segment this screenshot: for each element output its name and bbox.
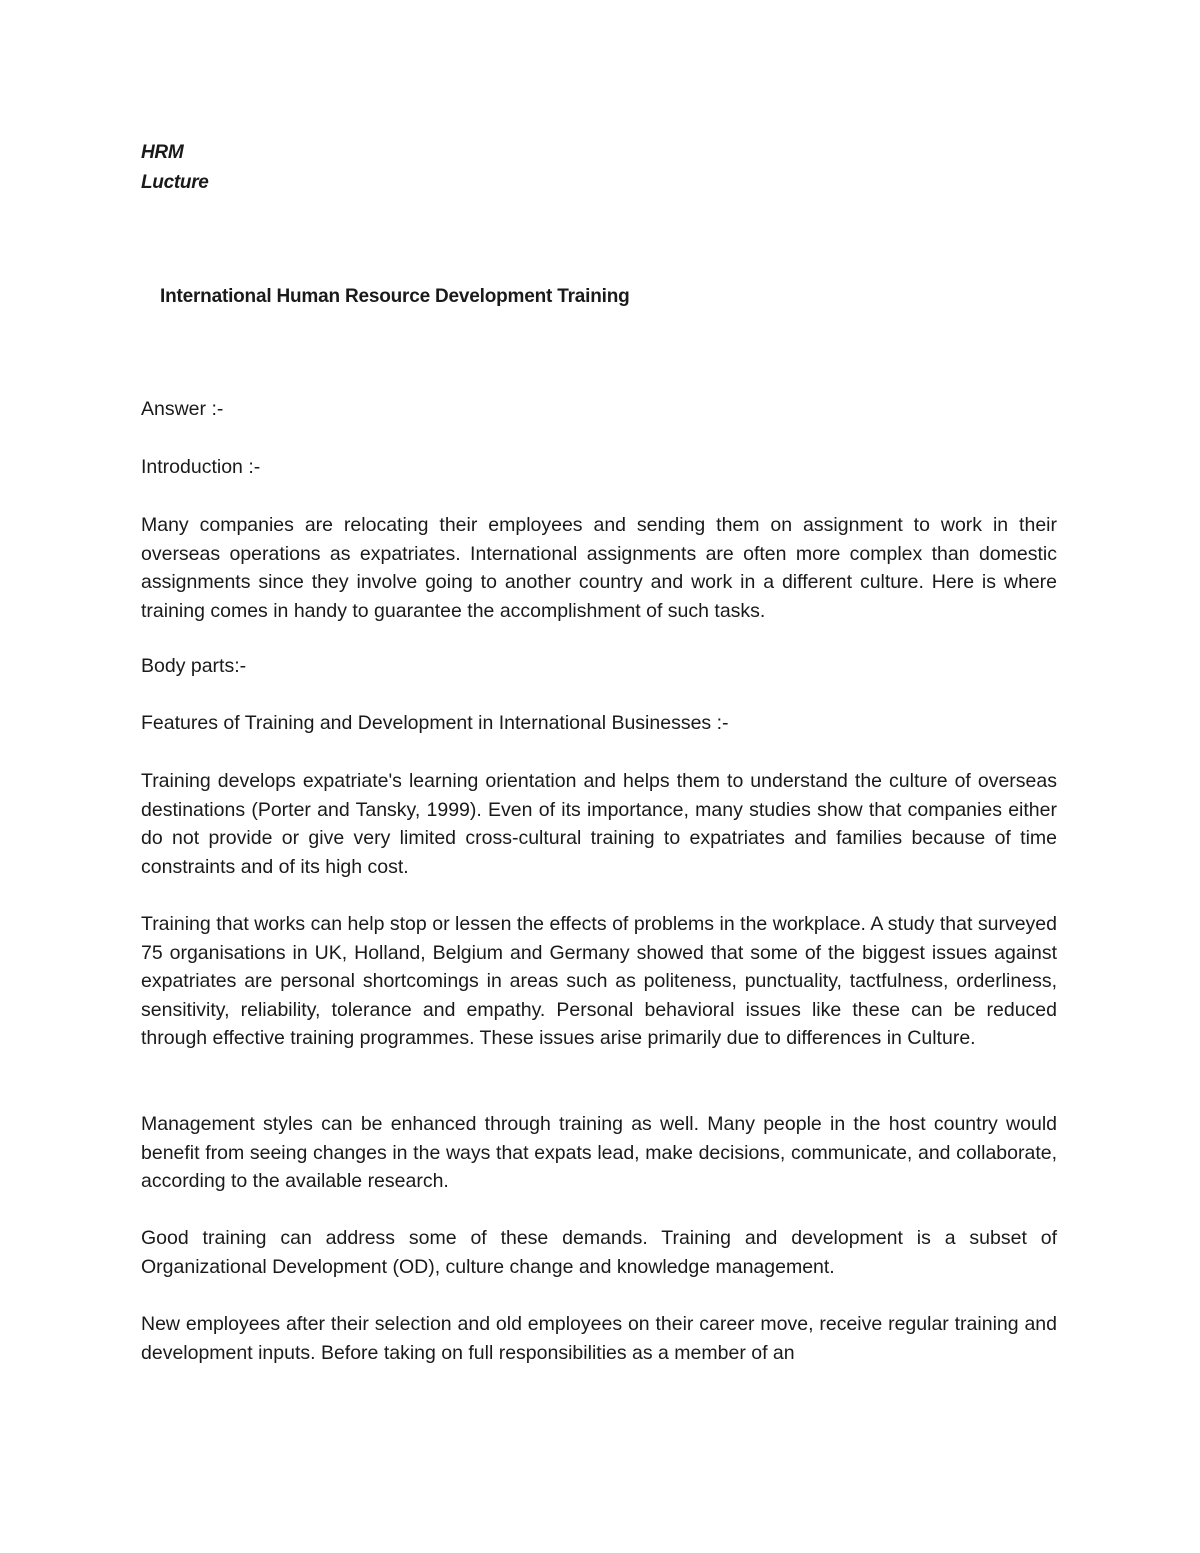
answer-label: Answer :- [141, 398, 224, 420]
body-parts-label: Body parts:- [141, 655, 247, 677]
body-paragraph: New employees after their selection and old employees on their career move, receive regular training and development inputs. Before taking on full responsibilities as a member of an [141, 1313, 1057, 1364]
body-paragraph: Good training can address some of these demands. Training and development is a subset of Organizational Development (OD), culture change and knowledge management. [141, 1227, 1057, 1278]
body-paragraph: Training that works can help stop or lessen the effects of problems in the workplace. A study that surveyed 75 organisations in UK, Holland, Belgium and Germany showed that some of the biggest issues against expatriates are personal shortcomings in areas such as politeness, punctuality, tactfulness, orderliness, sensitivity, reliability, tolerance and empathy. Personal behavioral issues like these can be reduced through effective training programmes. These issues arise primarily due to differences in Culture. [141, 913, 1057, 1050]
course-label: HRM [141, 142, 184, 163]
body-paragraph: Management styles can be enhanced through training as well. Many people in the host country would benefit from seeing changes in the ways that expats lead, make decisions, communicate, and collaborate, according to the available research. [141, 1113, 1057, 1193]
body-paragraph: Training develops expatriate's learning orientation and helps them to understand the culture of overseas destinations (Porter and Tansky, 1999). Even of its importance, many studies show that companies either do not provide or give very limited cross-cultural training to expatriates and families because of time constraints and of its high cost. [141, 770, 1057, 878]
introduction-paragraph: Many companies are relocating their employees and sending them on assignment to work in their overseas operations as expatriates. International assignments are often more complex than domestic assignments since they involve going to another country and work in a different culture. Here is where training comes in handy to guarantee the accomplishment of such tasks. [141, 514, 1057, 622]
lecture-label: Lucture [141, 172, 209, 193]
introduction-label: Introduction :- [141, 456, 261, 478]
document-title: International Human Resource Development Training [160, 286, 630, 307]
features-heading: Features of Training and Development in International Businesses :- [141, 712, 729, 734]
